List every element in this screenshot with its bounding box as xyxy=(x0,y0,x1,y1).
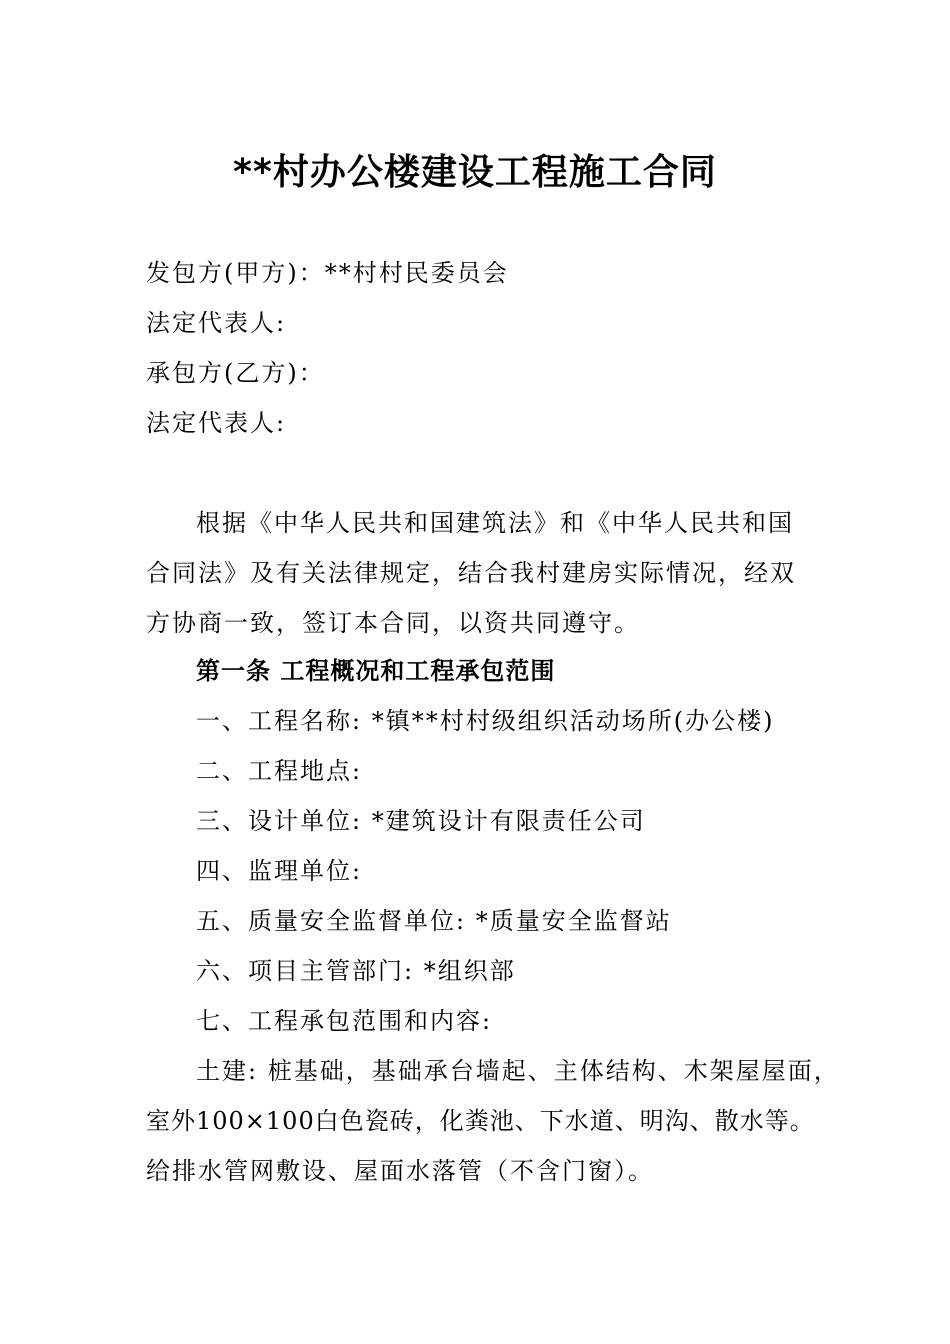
civil-works-line-1: 土建: 桩基础，基础承台墙起、主体结构、木架屋屋面， xyxy=(196,1057,840,1085)
article-1-heading: 第一条 工程概况和工程承包范围 xyxy=(196,657,556,685)
employer-representative-line: 法定代表人: xyxy=(146,309,287,337)
civil-works-line-2: 室外100×100白色瓷砖，化粪池、下水道、明沟、散水等。 xyxy=(146,1107,815,1135)
preamble-line-2: 合同法》及有关法律规定，结合我村建房实际情况，经双 xyxy=(146,559,796,587)
article-1-item: 三、设计单位: *建筑设计有限责任公司 xyxy=(196,807,646,835)
article-1-item: 六、项目主管部门: *组织部 xyxy=(196,957,516,985)
preamble-line-1: 根据《中华人民共和国建筑法》和《中华人民共和国 xyxy=(196,509,794,537)
article-1-item: 二、工程地点: xyxy=(196,757,363,785)
civil-works-line-3: 给排水管网敷设、屋面水落管（不含门窗）。 xyxy=(146,1157,654,1185)
contractor-representative-line: 法定代表人: xyxy=(146,409,287,437)
document-title: **村办公楼建设工程施工合同 xyxy=(233,152,717,193)
article-1-item: 一、工程名称: *镇**村村级组织活动场所(办公楼) xyxy=(196,707,775,735)
article-1-item: 四、监理单位: xyxy=(196,857,363,885)
contractor-line: 承包方(乙方)： xyxy=(146,359,325,387)
preamble-line-3: 方协商一致，签订本合同，以资共同遵守。 xyxy=(146,609,640,637)
employer-line: 发包方(甲方)：**村村民委员会 xyxy=(146,259,509,287)
article-1-item: 七、工程承包范围和内容: xyxy=(196,1007,493,1035)
article-1-item: 五、质量安全监督单位: *质量安全监督站 xyxy=(196,907,672,935)
